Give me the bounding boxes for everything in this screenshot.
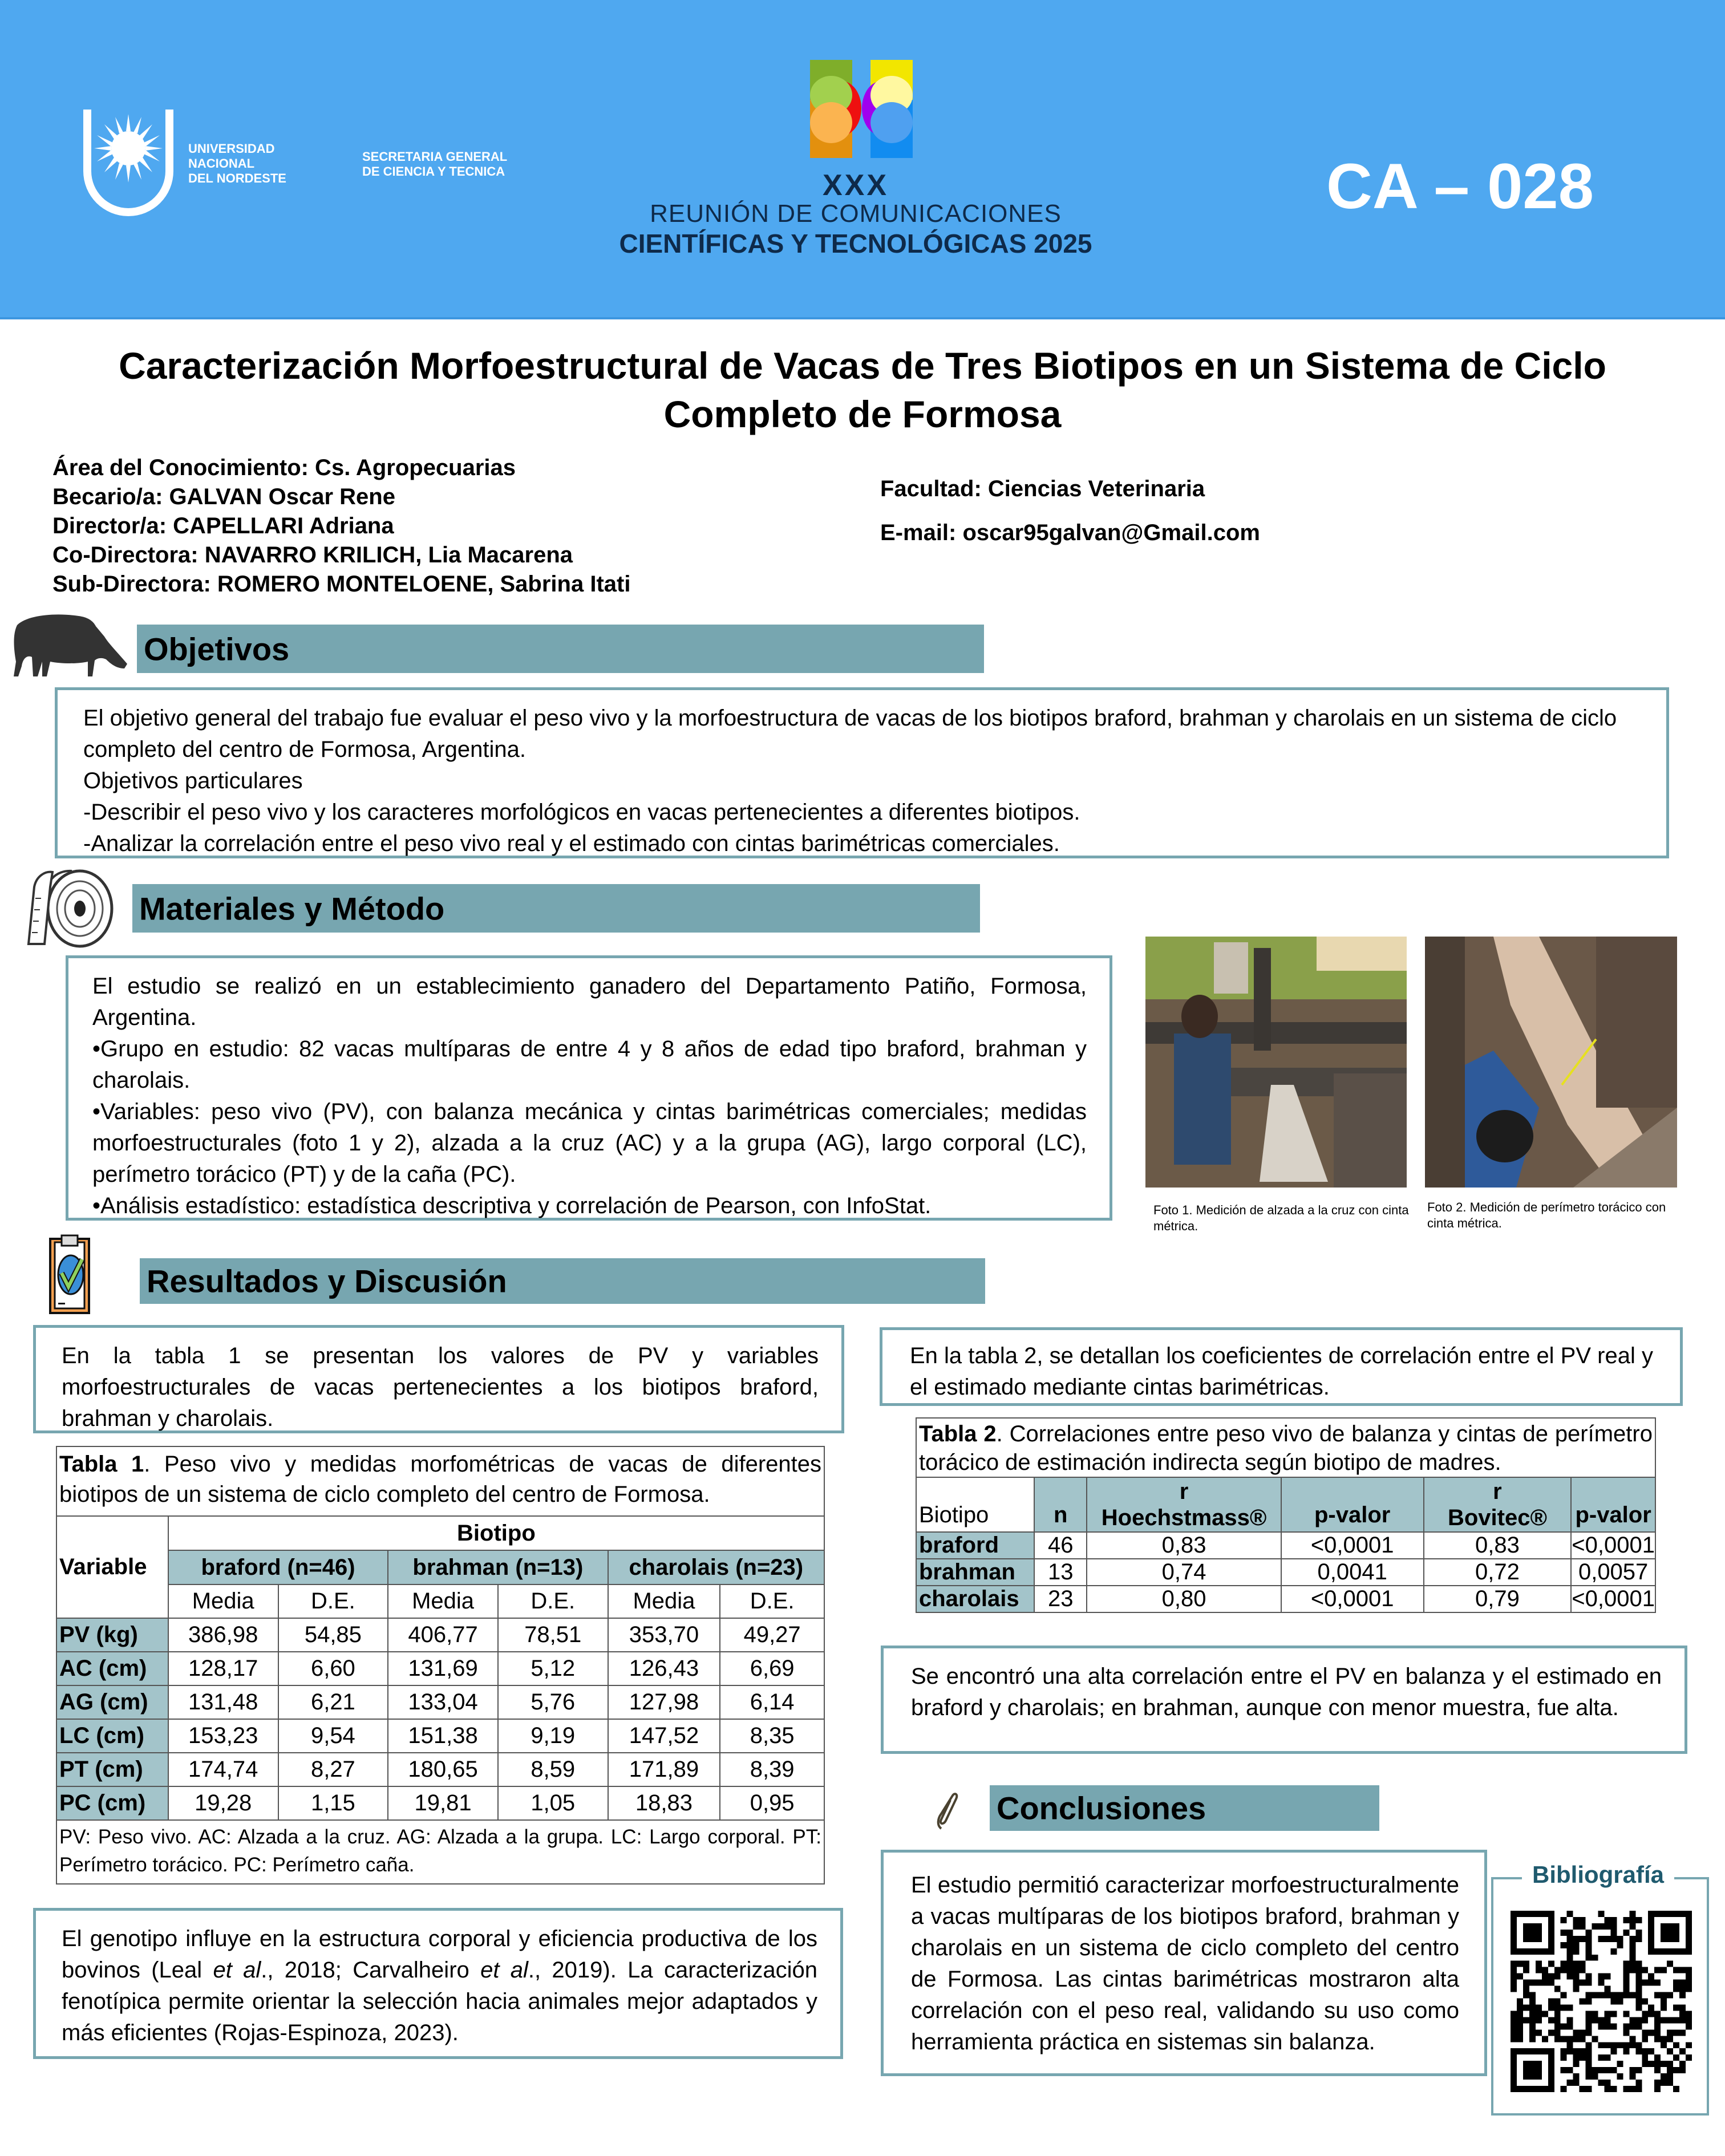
subheader: D.E. xyxy=(498,1584,608,1618)
table-1-row xyxy=(56,1753,824,1786)
row-biotipo: charolais xyxy=(916,1586,1034,1612)
r-label: r xyxy=(1179,1479,1189,1504)
genotipo-text: ., 2018; Carvalheiro xyxy=(261,1958,481,1983)
table-1-row xyxy=(56,1685,824,1719)
unne-logo-icon xyxy=(80,108,177,222)
table-1-cell: 131,48 xyxy=(168,1685,278,1719)
table-1-cell: 6,60 xyxy=(278,1652,388,1685)
bibliografia-title: Bibliografía xyxy=(1522,1861,1674,1888)
table-2-cell: 23 xyxy=(1034,1586,1087,1612)
poster-code: CA – 028 xyxy=(1326,151,1594,222)
cow-icon xyxy=(10,609,128,678)
faculty-info xyxy=(880,475,1260,548)
table-2-cell: 0,74 xyxy=(1087,1559,1281,1586)
section-header-resultados xyxy=(140,1258,985,1304)
row-variable: PV (kg) xyxy=(56,1618,168,1652)
photo-1-caption: Foto 1. Medición de alzada a la cruz con cinta métrica. xyxy=(1153,1203,1409,1233)
conference-edition: XXX xyxy=(822,169,889,202)
table-2-caption-label: Tabla 2 xyxy=(919,1421,997,1446)
area-label: Área del Conocimiento: Cs. Agropecuarias xyxy=(52,455,516,480)
bovitec-label: Bovitec® xyxy=(1447,1505,1547,1530)
table-1 xyxy=(56,1446,825,1885)
table-1-cell: 6,69 xyxy=(720,1652,824,1685)
tabla1-intro-text: En la tabla 1 se presentan los valores de PV y variables morfoestructurales de vacas pertenecientes a los biotipos braford, brahman y charolais. xyxy=(62,1343,819,1431)
p-valor-header: p-valor xyxy=(1281,1477,1424,1532)
finding-text: Se encontró una alta correlación entre el PV en balanza y el estimado en braford y charolais; en brahman, aunque con menor muestra, fue alta. xyxy=(911,1664,1662,1720)
table-1-cell: 353,70 xyxy=(608,1618,720,1652)
table-1-cell: 128,17 xyxy=(168,1652,278,1685)
group-header-braford: braford (n=46) xyxy=(168,1550,388,1584)
table-1-cell: 151,38 xyxy=(388,1719,498,1753)
author-info xyxy=(52,453,630,599)
becario-label: Becario/a: GALVAN Oscar Rene xyxy=(52,484,395,509)
materiales-paragraph: •Análisis estadístico: estadística descriptiva y correlación de Pearson, con InfoStat. xyxy=(92,1193,932,1218)
biotipo-col-header: Biotipo xyxy=(916,1477,1034,1532)
table-1-cell: 19,28 xyxy=(168,1786,278,1820)
subheader: Media xyxy=(388,1584,498,1618)
table-1-cell: 8,59 xyxy=(498,1753,608,1786)
secretaria-name xyxy=(362,149,507,179)
table-1-cell: 19,81 xyxy=(388,1786,498,1820)
row-variable: PT (cm) xyxy=(56,1753,168,1786)
table-1-cell: 171,89 xyxy=(608,1753,720,1786)
variable-header: Variable xyxy=(56,1516,168,1618)
table-1-cell: 9,54 xyxy=(278,1719,388,1753)
table-2-caption xyxy=(916,1417,1656,1477)
table-1-cell: 174,74 xyxy=(168,1753,278,1786)
conclusiones-text: El estudio permitió caracterizar morfoestructuralmente a vacas multíparas de los biotipos braford, brahman y charolais en un sistema de ciclo completo del centro de Formosa. Las cintas barimétricas mostraron alta correlación con el peso real, validando su uso como herramienta práctica en sistemas sin balanza. xyxy=(911,1873,1459,2054)
table-1-row xyxy=(56,1618,824,1652)
row-biotipo: braford xyxy=(916,1532,1034,1559)
n-col-header: n xyxy=(1034,1477,1087,1532)
university-line: DEL NORDESTE xyxy=(188,171,286,185)
materiales-paragraph: •Variables: peso vivo (PV), con balanza mecánica y cintas barimétricas comerciales; medidas morfoestructurales (foto 1 y 2), alzada a la cruz (AC) y a la grupa (AG), largo corporal (LC), perímetro torácico (PT) y de la caña (PC). xyxy=(92,1099,1087,1187)
table-1-cell: 127,98 xyxy=(608,1685,720,1719)
tabla2-intro-text: En la tabla 2, se detallan los coeficientes de correlación entre el PV real y el estimado mediante cintas barimétricas. xyxy=(910,1343,1653,1400)
table-1-row xyxy=(56,1786,824,1820)
table-1-cell: 406,77 xyxy=(388,1618,498,1652)
table-1-cell: 153,23 xyxy=(168,1719,278,1753)
codirector-label: Co-Directora: NAVARRO KRILICH, Lia Macarena xyxy=(52,542,573,568)
row-variable: LC (cm) xyxy=(56,1719,168,1753)
university-line: NACIONAL xyxy=(188,156,255,171)
r-label: r xyxy=(1493,1479,1502,1504)
email-label: E-mail: oscar95galvan@Gmail.com xyxy=(880,520,1260,545)
objetivo-general: El objetivo general del trabajo fue evaluar el peso vivo y la morfoestructura de vacas de los biotipos braford, brahman y charolais en un sistema de ciclo completo del centro de Formosa, Argentina. xyxy=(83,706,1617,762)
table-1-cell: 126,43 xyxy=(608,1652,720,1685)
table-1-cell: 18,83 xyxy=(608,1786,720,1820)
subdirector-label: Sub-Directora: ROMERO MONTELOENE, Sabrina Itati xyxy=(52,572,631,597)
objetivo-particular: -Analizar la correlación entre el peso vivo real y el estimado con cintas barimétricas comerciales. xyxy=(83,831,1060,856)
secretaria-line: DE CIENCIA Y TECNICA xyxy=(362,164,505,179)
university-name xyxy=(188,141,286,186)
genotipo-box xyxy=(33,1908,843,2059)
poster-title-line: Caracterización Morfoestructural de Vacas de Tres Biotipos en un Sistema de Ciclo xyxy=(119,345,1606,387)
table-1-cell: 5,76 xyxy=(498,1685,608,1719)
p-valor-header: p-valor xyxy=(1571,1477,1655,1532)
table-2-cell: 0,72 xyxy=(1424,1559,1572,1586)
director-label: Director/a: CAPELLARI Adriana xyxy=(52,513,394,538)
table-1-cell: 6,21 xyxy=(278,1685,388,1719)
materiales-box xyxy=(66,955,1112,1221)
measuring-tape-icon xyxy=(17,864,120,950)
table-1-caption-label: Tabla 1 xyxy=(59,1452,144,1477)
table-2-row xyxy=(916,1532,1655,1559)
table-1-cell: 8,39 xyxy=(720,1753,824,1786)
table-1-cell: 8,35 xyxy=(720,1719,824,1753)
table-2-cell: 0,0041 xyxy=(1281,1559,1424,1586)
section-title: Conclusiones xyxy=(997,1790,1206,1826)
table-1-cell: 0,95 xyxy=(720,1786,824,1820)
table-1-cell: 386,98 xyxy=(168,1618,278,1652)
table-1-caption-text: . Peso vivo y medidas morfométricas de vacas de diferentes biotipos de un sistema de ciclo completo del centro de Formosa. xyxy=(59,1452,821,1507)
group-header-brahman: brahman (n=13) xyxy=(388,1550,608,1584)
row-variable: AC (cm) xyxy=(56,1652,168,1685)
conference-name-line: REUNIÓN DE COMUNICACIONES xyxy=(650,200,1062,228)
table-1-cell: 9,19 xyxy=(498,1719,608,1753)
table-1-cell: 6,14 xyxy=(720,1685,824,1719)
section-header-conclusiones xyxy=(990,1785,1379,1831)
bibliografia-box xyxy=(1491,1861,1709,2116)
photo-1 xyxy=(1145,937,1407,1188)
genotipo-text: ., 2019). La caracterización fenotípica permite orientar la selección hacia animales mejor adaptados y más eficientes (Rojas-Espinoza, 2023). xyxy=(62,1958,817,2045)
table-2-cell: <0,0001 xyxy=(1281,1532,1424,1559)
university-line: UNIVERSIDAD xyxy=(188,141,275,156)
table-2-cell: 46 xyxy=(1034,1532,1087,1559)
table-2-caption-text: . Correlaciones entre peso vivo de balanza y cintas de perímetro torácico de estimación indirecta según biotipo de madres. xyxy=(919,1421,1653,1475)
biotipo-header: Biotipo xyxy=(168,1516,824,1550)
group-header-charolais: charolais (n=23) xyxy=(608,1550,824,1584)
etal-italic: et al xyxy=(213,1958,261,1983)
table-1-footnote: PV: Peso vivo. AC: Alzada a la cruz. AG: Alzada a la grupa. LC: Largo corporal. PT: Perímetro torácico. PC: Perímetro caña. xyxy=(56,1821,825,1885)
objetivos-box xyxy=(55,687,1669,858)
tabla1-intro-box xyxy=(33,1325,844,1433)
table-2-cell: <0,0001 xyxy=(1281,1586,1424,1612)
table-1-cell: 54,85 xyxy=(278,1618,388,1652)
row-variable: AG (cm) xyxy=(56,1685,168,1719)
secretaria-line: SECRETARIA GENERAL xyxy=(362,149,508,164)
r-bovitec-header xyxy=(1424,1477,1572,1532)
table-1-cell: 5,12 xyxy=(498,1652,608,1685)
table-2-cell: 0,79 xyxy=(1424,1586,1572,1612)
section-header-materiales xyxy=(132,884,980,933)
poster-title-line: Completo de Formosa xyxy=(663,393,1062,435)
section-title: Resultados y Discusión xyxy=(147,1263,507,1299)
table-1-row xyxy=(56,1652,824,1685)
materiales-paragraph: El estudio se realizó en un establecimiento ganadero del Departamento Patiño, Formosa, Argentina. xyxy=(92,974,1087,1030)
table-2-row xyxy=(916,1559,1655,1586)
facultad-label: Facultad: Ciencias Veterinaria xyxy=(880,476,1205,501)
genotipo-text: El genotipo influye en la estructura corporal y eficiencia productiva de los bovinos (Leal xyxy=(62,1926,817,1983)
table-1-cell: 8,27 xyxy=(278,1753,388,1786)
table-1-row xyxy=(56,1719,824,1753)
table-1-cell: 147,52 xyxy=(608,1719,720,1753)
table-1-cell: 49,27 xyxy=(720,1618,824,1652)
subheader: D.E. xyxy=(720,1584,824,1618)
tabla2-intro-box xyxy=(880,1327,1683,1406)
table-2-cell: 0,0057 xyxy=(1571,1559,1655,1586)
table-1-cell: 133,04 xyxy=(388,1685,498,1719)
table-1-caption xyxy=(56,1446,825,1515)
row-variable: PC (cm) xyxy=(56,1786,168,1820)
table-2-cell: 0,80 xyxy=(1087,1586,1281,1612)
table-2-cell: <0,0001 xyxy=(1572,1586,1655,1611)
table-1-cell: 78,51 xyxy=(498,1618,608,1652)
table-2-cell: 0,83 xyxy=(1087,1532,1281,1559)
conference-name-line-bold: CIENTÍFICAS Y TECNOLÓGICAS 2025 xyxy=(619,229,1092,258)
objetivos-particulares-label: Objetivos particulares xyxy=(83,768,303,793)
finding-box xyxy=(881,1646,1687,1754)
table-2-cell: <0,0001 xyxy=(1572,1533,1655,1558)
section-header-objetivos xyxy=(137,625,984,673)
qr-code-icon[interactable] xyxy=(1511,1907,1692,2096)
photo-2-caption: Foto 2. Medición de perímetro torácico con cinta métrica. xyxy=(1427,1200,1666,1230)
table-2-cell: 0,83 xyxy=(1424,1532,1572,1559)
header-banner xyxy=(0,0,1725,319)
safety-pin-icon xyxy=(936,1791,958,1831)
table-1-cell: 180,65 xyxy=(388,1753,498,1786)
table-2-grid xyxy=(916,1477,1656,1613)
table-2-cell: 13 xyxy=(1034,1559,1087,1586)
section-title: Materiales y Método xyxy=(139,890,445,926)
etal-italic: et al xyxy=(480,1958,528,1983)
conference-logo-icon xyxy=(810,60,913,158)
conclusiones-box xyxy=(881,1850,1487,2076)
table-1-grid xyxy=(56,1515,825,1821)
row-biotipo: brahman xyxy=(916,1559,1034,1586)
table-2 xyxy=(916,1417,1656,1613)
materiales-paragraph: •Grupo en estudio: 82 vacas multíparas de entre 4 y 8 años de edad tipo braford, brahman y charolais. xyxy=(92,1036,1087,1093)
objetivo-particular: -Describir el peso vivo y los caracteres morfológicos en vacas pertenecientes a diferentes biotipos. xyxy=(83,800,1080,825)
table-2-row xyxy=(916,1586,1655,1612)
section-title: Objetivos xyxy=(144,631,290,667)
clipboard-check-icon xyxy=(49,1232,90,1315)
subheader: Media xyxy=(168,1584,278,1618)
table-1-cell: 131,69 xyxy=(388,1652,498,1685)
r-hoechstmass-header xyxy=(1087,1477,1281,1532)
table-1-cell: 1,05 xyxy=(498,1786,608,1820)
subheader: D.E. xyxy=(278,1584,388,1618)
subheader: Media xyxy=(608,1584,720,1618)
hoechstmass-label: Hoechstmass® xyxy=(1101,1505,1267,1530)
photo-2 xyxy=(1425,937,1677,1188)
table-1-cell: 1,15 xyxy=(278,1786,388,1820)
